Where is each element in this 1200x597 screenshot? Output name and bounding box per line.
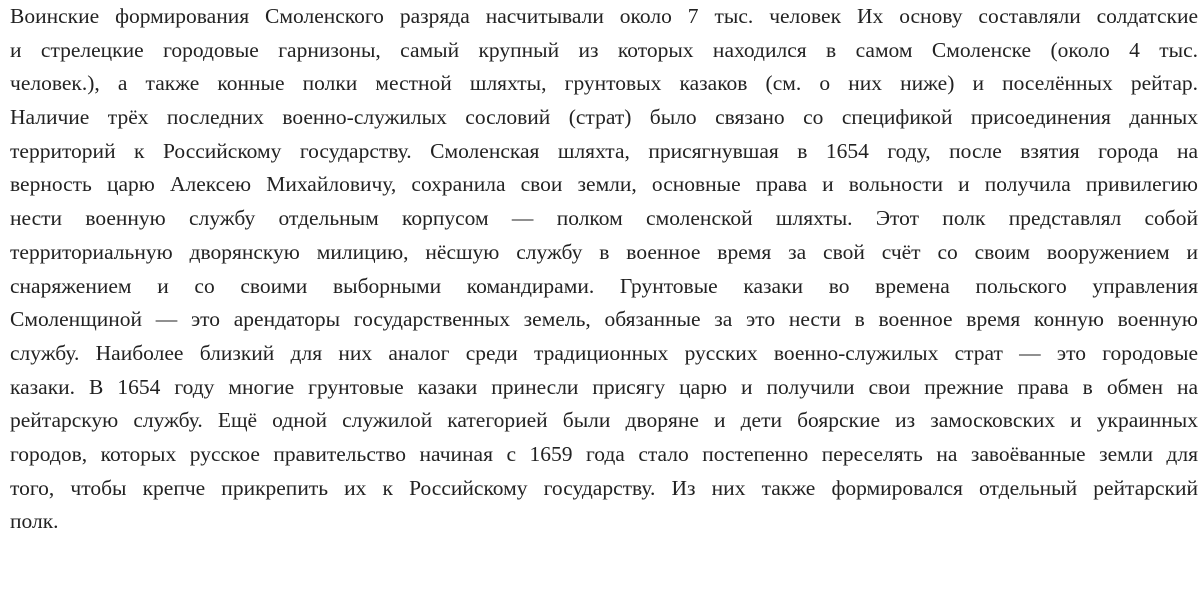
paragraph-line: рейтарскую службу. Ещё одной служилой категорией были дворяне и дети боярские из замосковских и украинных [10,408,1198,433]
paragraph-line: территориальную дворянскую милицию, нёсшую службу в военное время за свой счёт со своим вооружением и [10,239,1198,264]
paragraph-line: службу. Наиболее близкий для них аналог среди традиционных русских военно-служилых страт — это городовые [10,340,1198,365]
paragraph-line: городов, которых русское правительство начиная с 1659 года стало постепенно переселять на завоёванные земли для [10,441,1198,466]
paragraph-line-last: полк. [10,509,59,534]
paragraph-line: территорий к Российскому государству. Смоленская шляхта, присягнувшая в 1654 году, после взятия города на [10,138,1198,163]
paragraph-line: нести военную службу отдельным корпусом — полком смоленской шляхты. Этот полк представлял собой [10,206,1198,231]
paragraph-line: верность царю Алексею Михайловичу, сохранила свои земли, основные права и вольности и получила привилегию [10,172,1198,197]
body-paragraph [10,0,1198,539]
paragraph-line: казаки. В 1654 году многие грунтовые казаки принесли присягу царю и получили свои прежние права в обмен на [10,374,1198,399]
paragraph-line: того, чтобы крепче прикрепить их к Российскому государству. Из них также формировался отдельный рейтарский [10,475,1198,500]
paragraph-line: и стрелецкие городовые гарнизоны, самый крупный из которых находился в самом Смоленске (около 4 тыс. [10,37,1198,62]
paragraph-line: Смоленщиной — это арендаторы государственных земель, обязанные за это нести в военное время конную военную [10,307,1198,332]
paragraph-line: Воинские формирования Смоленского разряда насчитывали около 7 тыс. человек Их основу составляли солдатские [10,4,1198,28]
paragraph-line: снаряжением и со своими выборными командирами. Грунтовые казаки во времена польского управления [10,273,1198,298]
document-page [10,0,1198,539]
paragraph-line: Наличие трёх последних военно-служилых сословий (страт) было связано со спецификой присоединения данных [10,105,1198,130]
paragraph-line: человек.), а также конные полки местной шляхты, грунтовых казаков (см. о них ниже) и поселённых рейтар. [10,71,1198,96]
